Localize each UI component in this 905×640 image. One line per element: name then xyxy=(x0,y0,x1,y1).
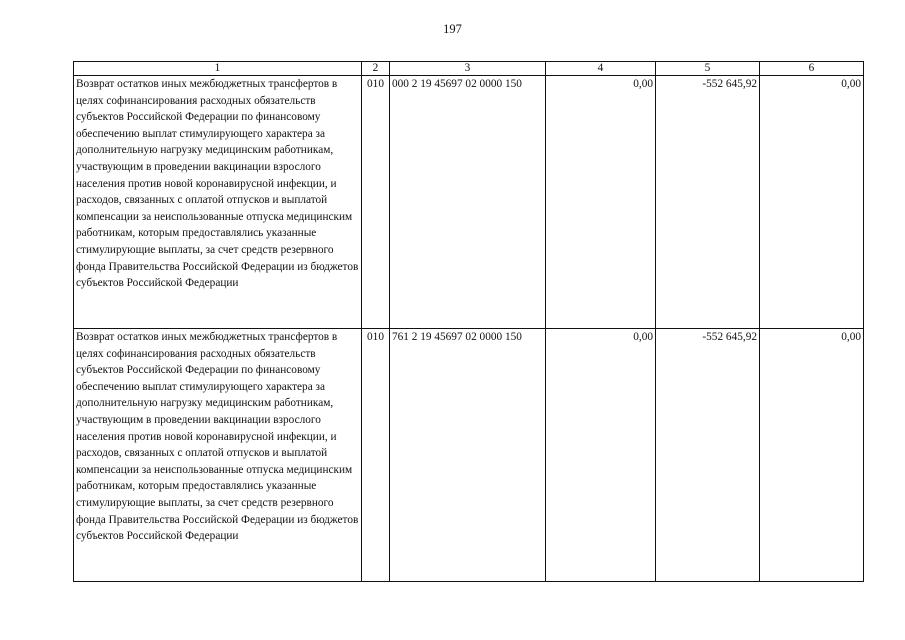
page-number: 197 xyxy=(443,22,462,36)
column-number-row xyxy=(74,62,864,76)
row-budget-classification-code: 000 2 19 45697 02 0000 150 xyxy=(390,76,546,329)
row-value-col5: -552 645,92 xyxy=(656,76,760,329)
budget-table xyxy=(73,61,864,582)
row-value-col4: 0,00 xyxy=(546,329,656,582)
row-description: Возврат остатков иных межбюджетных трансфертов в целях софинансирования расходных обязательств субъектов Российской Федерации по финансовому обеспечению выплат стимулирующего характера за дополнительную нагрузку медицинским работникам, участвующим в проведении вакцинации взрослого населения против новой коронавирусной инфекции, и расходов, связанных с оплатой отпусков и выплатой компенсации за неиспользованные отпуска медицинским работникам, которым предоставлялись указанные стимулирующие выплаты, за счет средств резервного фонда Правительства Российской Федерации из бюджетов субъектов Российской Федерации xyxy=(74,329,362,582)
table-row xyxy=(74,329,864,582)
table-row xyxy=(74,76,864,329)
row-value-col5: -552 645,92 xyxy=(656,329,760,582)
column-header-1: 1 xyxy=(74,62,362,76)
row-description: Возврат остатков иных межбюджетных трансфертов в целях софинансирования расходных обязательств субъектов Российской Федерации по финансовому обеспечению выплат стимулирующего характера за дополнительную нагрузку медицинским работникам, участвующим в проведении вакцинации взрослого населения против новой коронавирусной инфекции, и расходов, связанных с оплатой отпусков и выплатой компенсации за неиспользованные отпуска медицинским работникам, которым предоставлялись указанные стимулирующие выплаты, за счет средств резервного фонда Правительства Российской Федерации из бюджетов субъектов Российской Федерации xyxy=(74,76,362,329)
row-grbs-code: 010 xyxy=(362,76,390,329)
row-budget-classification-code: 761 2 19 45697 02 0000 150 xyxy=(390,329,546,582)
row-value-col6: 0,00 xyxy=(760,329,864,582)
row-value-col4: 0,00 xyxy=(546,76,656,329)
column-header-3: 3 xyxy=(390,62,546,76)
column-header-5: 5 xyxy=(656,62,760,76)
column-header-4: 4 xyxy=(546,62,656,76)
row-value-col6: 0,00 xyxy=(760,76,864,329)
column-header-2: 2 xyxy=(362,62,390,76)
column-header-6: 6 xyxy=(760,62,864,76)
row-grbs-code: 010 xyxy=(362,329,390,582)
